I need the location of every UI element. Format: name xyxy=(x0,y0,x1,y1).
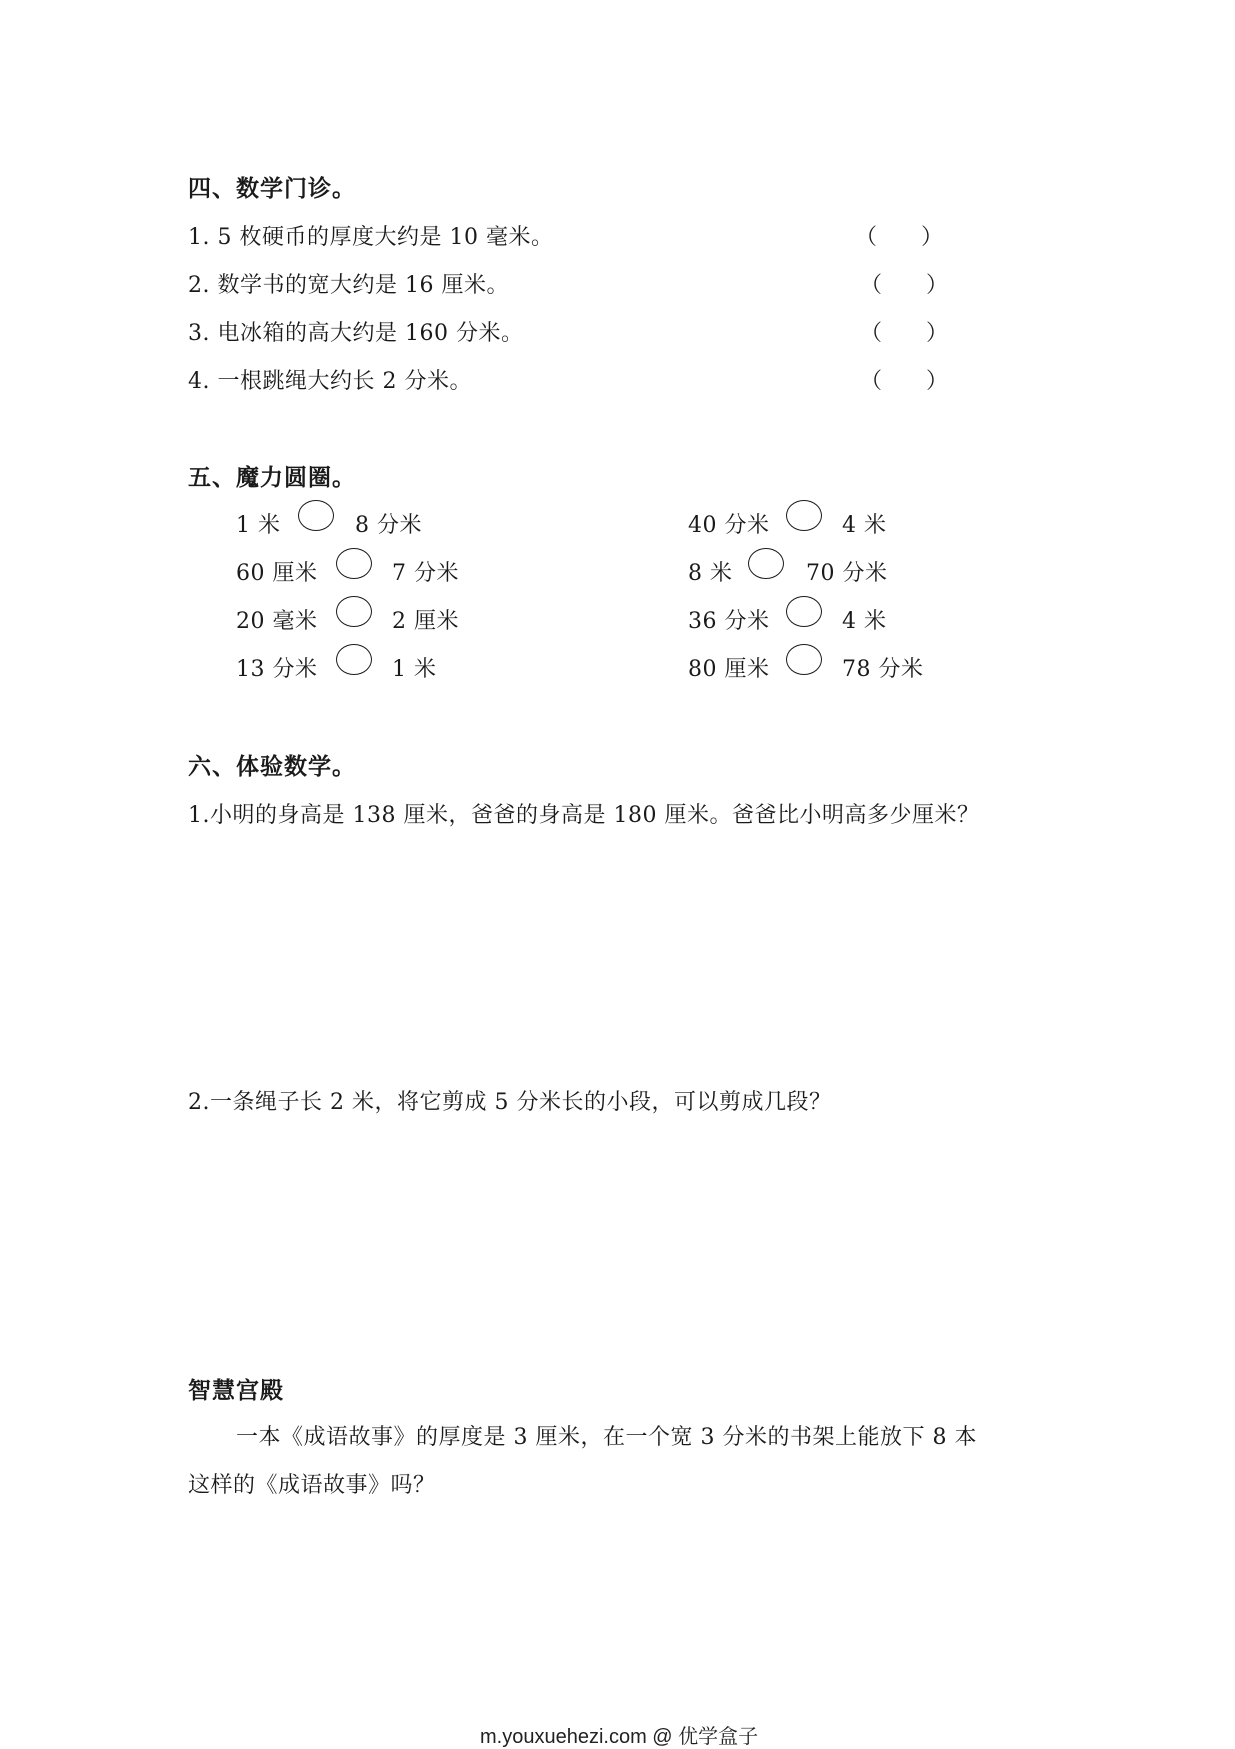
section-6-question-1: 1.小明的身高是 138 厘米，爸爸的身高是 180 厘米。爸爸比小明高多少厘米？ xyxy=(188,803,980,828)
compare-left-a-3: 20 毫米 xyxy=(236,609,318,634)
compare-left-b-1: 8 分米 xyxy=(355,513,422,538)
compare-right-a-2: 8 米 xyxy=(688,561,733,586)
section-4-item-4: 4. 一根跳绳大约长 2 分米。 xyxy=(188,369,472,394)
section-5-title: 五、魔力圆圈。 xyxy=(188,465,356,491)
compare-circle-right-3[interactable] xyxy=(786,596,822,627)
answer-paren-2[interactable]: （ ） xyxy=(860,273,949,298)
footer-watermark: m.youxuehezi.com @ 优学盒子 xyxy=(480,1726,759,1748)
compare-right-a-4: 80 厘米 xyxy=(688,657,770,682)
compare-left-b-4: 1 米 xyxy=(392,657,437,682)
compare-left-a-4: 13 分米 xyxy=(236,657,318,682)
compare-circle-left-1[interactable] xyxy=(298,500,334,531)
section-6-question-2: 2.一条绳子长 2 米，将它剪成 5 分米长的小段，可以剪成几段？ xyxy=(188,1090,832,1115)
compare-circle-right-2[interactable] xyxy=(748,548,784,579)
compare-right-b-1: 4 米 xyxy=(842,513,887,538)
compare-right-b-2: 70 分米 xyxy=(806,561,888,586)
compare-right-a-3: 36 分米 xyxy=(688,609,770,634)
compare-left-a-1: 1 米 xyxy=(236,513,281,538)
compare-right-b-3: 4 米 xyxy=(842,609,887,634)
compare-left-b-2: 7 分米 xyxy=(392,561,459,586)
section-4-title: 四、数学门诊。 xyxy=(188,176,356,202)
compare-circle-left-4[interactable] xyxy=(336,644,372,675)
compare-right-a-1: 40 分米 xyxy=(688,513,770,538)
compare-circle-left-3[interactable] xyxy=(336,596,372,627)
answer-paren-3[interactable]: （ ） xyxy=(860,321,949,346)
wisdom-title: 智慧宫殿 xyxy=(188,1378,284,1404)
answer-paren-1[interactable]: （ ） xyxy=(855,225,944,250)
wisdom-question-line-2: 这样的《成语故事》吗？ xyxy=(188,1473,436,1498)
compare-circle-right-1[interactable] xyxy=(786,500,822,531)
section-6-title: 六、体验数学。 xyxy=(188,754,356,780)
compare-circle-left-2[interactable] xyxy=(336,548,372,579)
section-4-item-3: 3. 电冰箱的高大约是 160 分米。 xyxy=(188,321,524,346)
section-4-item-1: 1. 5 枚硬币的厚度大约是 10 毫米。 xyxy=(188,225,554,250)
compare-left-b-3: 2 厘米 xyxy=(392,609,459,634)
wisdom-question-line-1: 一本《成语故事》的厚度是 3 厘米，在一个宽 3 分米的书架上能放下 8 本 xyxy=(236,1425,977,1450)
section-4-item-2: 2. 数学书的宽大约是 16 厘米。 xyxy=(188,273,509,298)
compare-left-a-2: 60 厘米 xyxy=(236,561,318,586)
answer-paren-4[interactable]: （ ） xyxy=(860,369,949,394)
compare-circle-right-4[interactable] xyxy=(786,644,822,675)
compare-right-b-4: 78 分米 xyxy=(842,657,924,682)
